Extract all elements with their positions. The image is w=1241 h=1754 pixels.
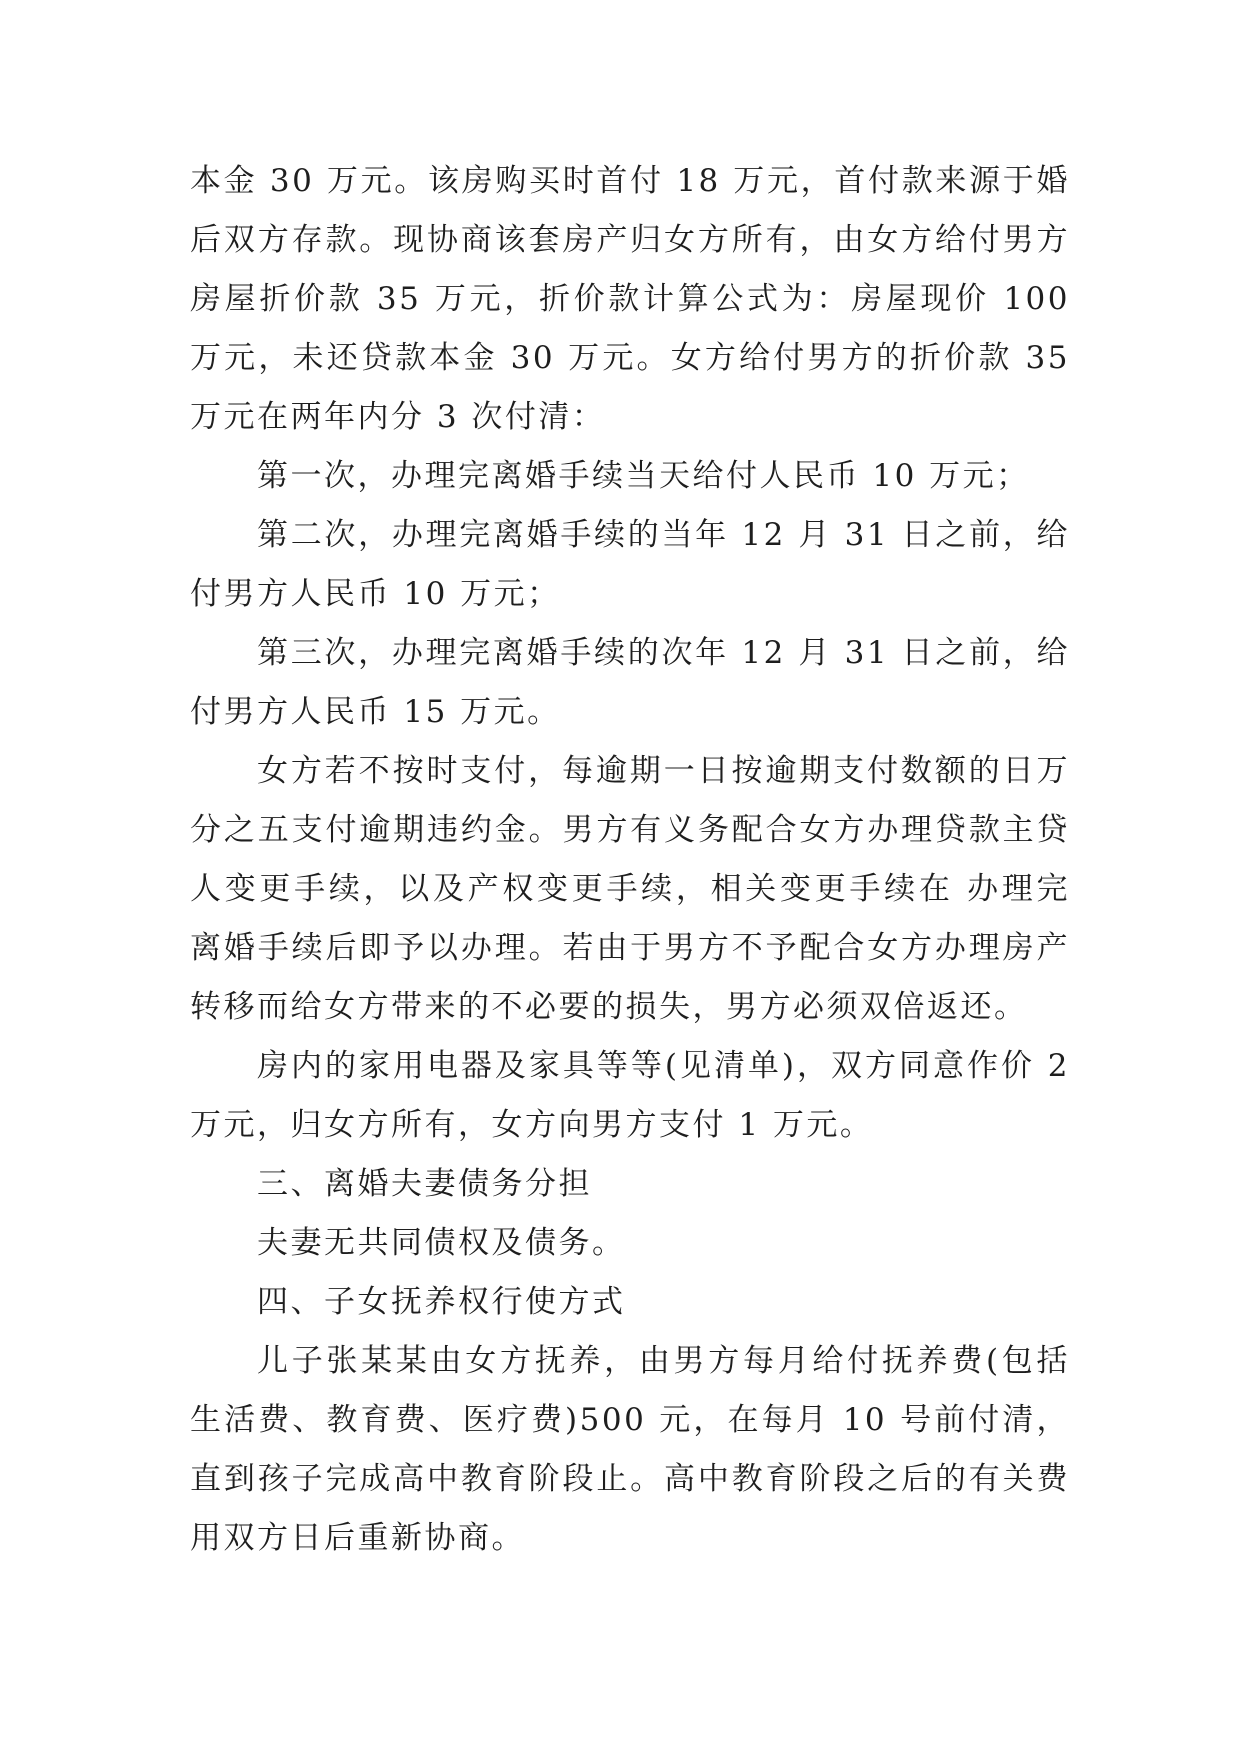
document-body (190, 152, 1070, 1568)
paragraph-late-payment-penalty: 女方若不按时支付，每逾期一日按逾期支付数额的日万分之五支付逾期违约金。男方有义务配合女方办理贷款主贷人变更手续，以及产权变更手续，相关变更手续在 办理完离婚手续后即予以办理。若由于男方不予配合女方办理房产转移而给女方带来的不必要的损失，男方必须双倍返还。 (190, 753, 1070, 1025)
paragraph-appliances-furniture: 房内的家用电器及家具等等(见清单)，双方同意作价 2 万元，归女方所有，女方向男方支付 1 万元。 (190, 1048, 1070, 1143)
paragraph-first-payment: 第一次，办理完离婚手续当天给付人民币 10 万元； (257, 458, 1030, 494)
heading-custody: 四、子女抚养权行使方式 (257, 1284, 626, 1320)
paragraph-child-support: 儿子张某某由女方抚养，由男方每月给付抚养费(包括生活费、教育费、医疗费)500 元，在每月 10 号前付清，直到孩子完成高中教育阶段止。高中教育阶段之后的有关费用双方日后重新协商。 (190, 1343, 1070, 1556)
paragraph-third-payment: 第三次，办理完离婚手续的次年 12 月 31 日之前，给付男方人民币 15 万元。 (190, 635, 1070, 730)
paragraph-house-price-payment: 本金 30 万元。该房购买时首付 18 万元，首付款来源于婚后双方存款。现协商该套房产归女方所有，由女方给付男方房屋折价款 35 万元，折价款计算公式为：房屋现价 100 万元，未还贷款本金 30 万元。女方给付男方的折价款 35 万元在两年内分 3 次付清： (190, 163, 1070, 435)
heading-debt-sharing: 三、离婚夫妻债务分担 (257, 1166, 592, 1202)
paragraph-second-payment: 第二次，办理完离婚手续的当年 12 月 31 日之前，给付男方人民币 10 万元； (190, 517, 1070, 612)
paragraph-no-debts: 夫妻无共同债权及债务。 (257, 1225, 626, 1261)
